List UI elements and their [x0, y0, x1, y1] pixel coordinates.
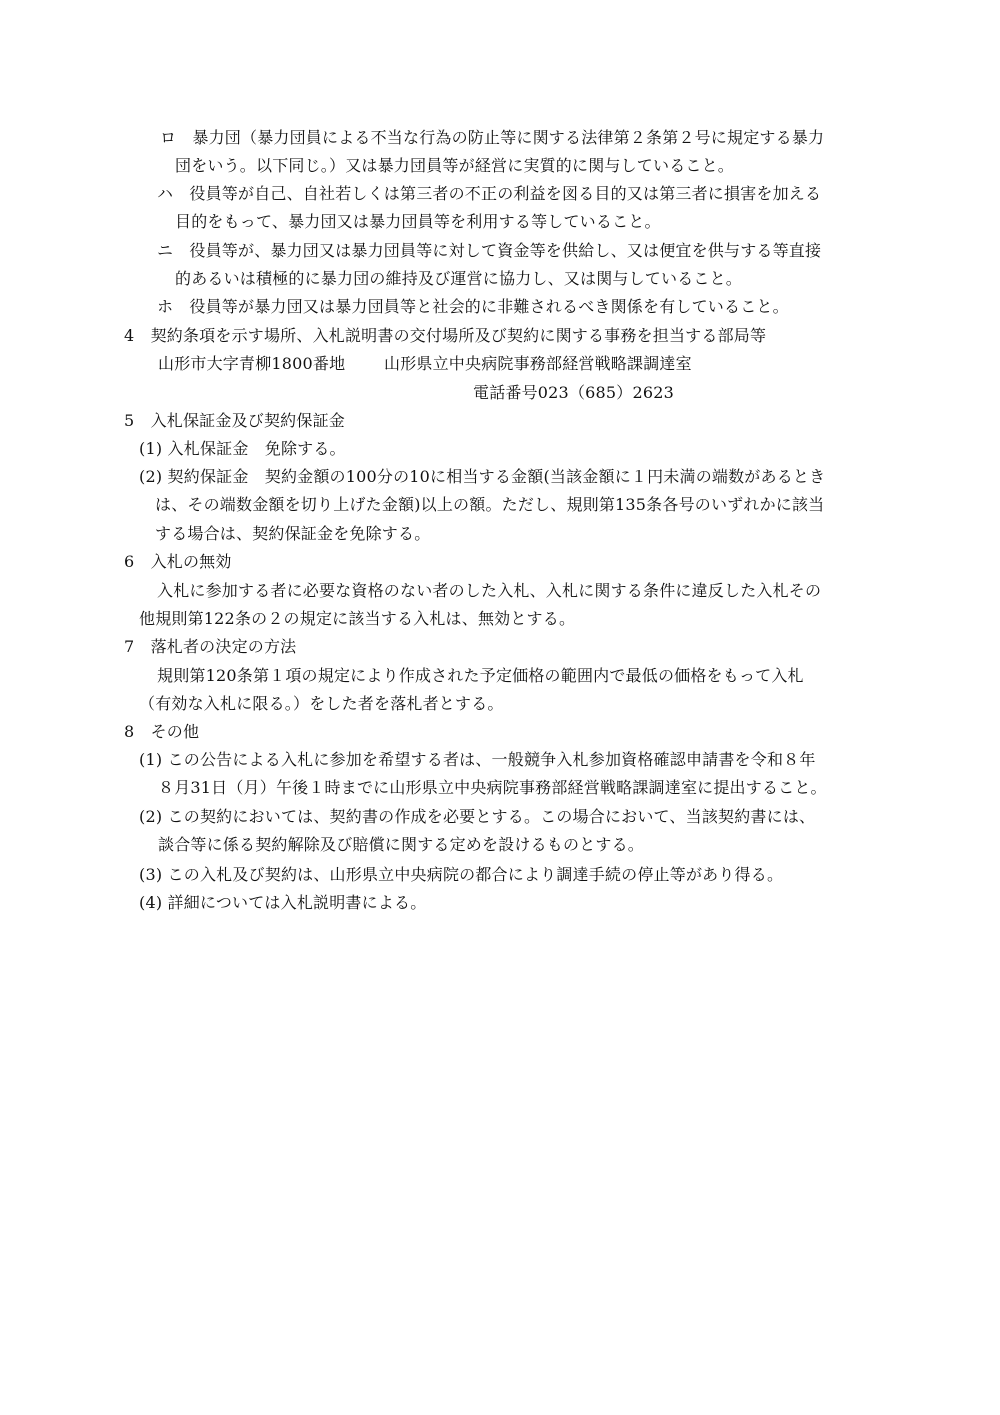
section5-item2-line3: する場合は、契約保証金を免除する。 [155, 524, 431, 543]
item-ro-line2: 団をいう。以下同じ。）又は暴力団員等が経営に実質的に関与していること。 [175, 156, 735, 175]
item-ro-line1: ロ 暴力団（暴力団員による不当な行為の防止等に関する法律第２条第２号に規定する暴力 [160, 128, 825, 147]
section5-item1: (1) 入札保証金 免除する。 [139, 439, 346, 458]
item-ni-line2: 的あるいは積極的に暴力団の維持及び運営に協力し、又は関与していること。 [175, 269, 743, 288]
section5-item2-line1: (2) 契約保証金 契約金額の100分の10に相当する金額(当該金額に１円未満の端数があるとき [139, 467, 826, 486]
section7-line1: 規則第120条第１項の規定により作成された予定価格の範囲内で最低の価格をもって入札 [157, 666, 804, 685]
section8-item1-line1: (1) この公告による入札に参加を希望する者は、一般競争入札参加資格確認申請書を令和８年 [139, 750, 816, 769]
item-ni-line1: ニ 役員等が、暴力団又は暴力団員等に対して資金等を供給し、又は便宜を供与する等直接 [157, 241, 822, 260]
section8-item2-line1: (2) この契約においては、契約書の作成を必要とする。この場合において、当該契約書には、 [139, 807, 816, 826]
section6-heading: 6 入札の無効 [124, 552, 232, 571]
section5-item2-line2: は、その端数金額を切り上げた金額)以上の額。ただし、規則第135条各号のいずれかに該当 [155, 495, 825, 514]
section8-heading: 8 その他 [124, 722, 200, 741]
section7-line2: （有効な入札に限る。）をした者を落札者とする。 [139, 694, 504, 713]
item-ha-line2: 目的をもって、暴力団又は暴力団員等を利用する等していること。 [175, 212, 661, 231]
section4-address: 山形市大字青柳1800番地 [158, 354, 346, 373]
section4-department: 山形県立中央病院事務部経営戦略課調達室 [384, 354, 692, 373]
section8-item1-line2: ８月31日（月）午後１時までに山形県立中央病院事務部経営戦略課調達室に提出すること。 [158, 778, 827, 797]
section5-heading: 5 入札保証金及び契約保証金 [124, 411, 345, 430]
section8-item3: (3) この入札及び契約は、山形県立中央病院の都合により調達手続の停止等があり得る。 [139, 865, 784, 884]
section6-line1: 入札に参加する者に必要な資格のない者のした入札、入札に関する条件に違反した入札その [157, 581, 822, 600]
section4-heading: 4 契約条項を示す場所、入札説明書の交付場所及び契約に関する事務を担当する部局等 [124, 326, 767, 345]
section8-item4: (4) 詳細については入札説明書による。 [139, 893, 427, 912]
section4-phone: 電話番号023（685）2623 [473, 383, 674, 402]
section8-item2-line2: 談合等に係る契約解除及び賠償に関する定めを設けるものとする。 [158, 835, 645, 854]
item-ha-line1: ハ 役員等が自己、自社若しくは第三者の不正の利益を図る目的又は第三者に損害を加える [157, 184, 822, 203]
section7-heading: 7 落札者の決定の方法 [124, 637, 297, 656]
section6-line2: 他規則第122条の２の規定に該当する入札は、無効とする。 [139, 609, 576, 628]
item-ho-line1: ホ 役員等が暴力団又は暴力団員等と社会的に非難されるべき関係を有していること。 [157, 297, 789, 316]
